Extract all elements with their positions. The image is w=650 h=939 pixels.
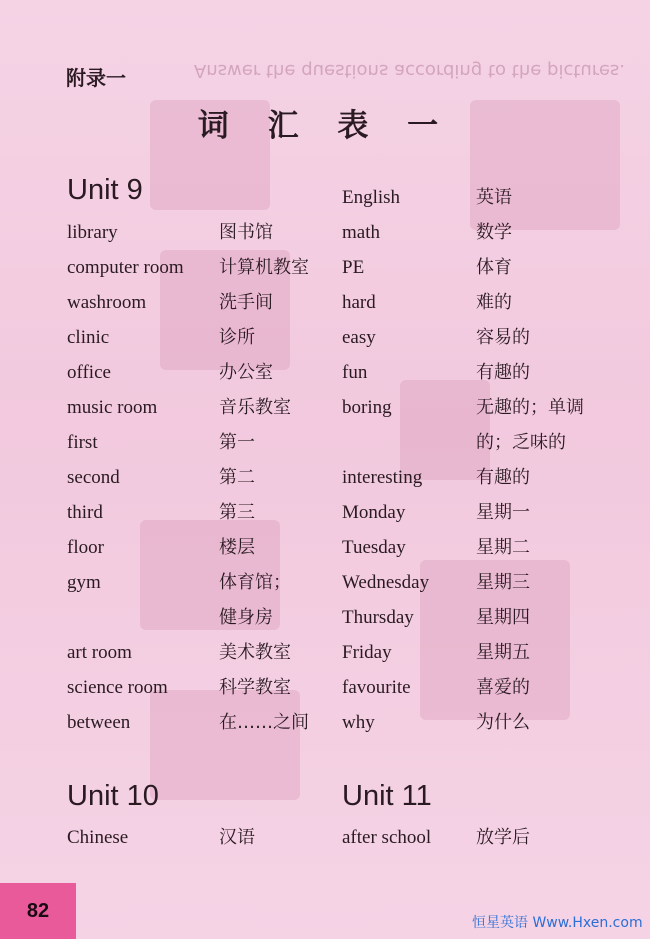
vocab-meaning: 星期三 — [476, 572, 530, 593]
vocab-word: office — [67, 362, 111, 383]
vocab-meaning: 难的 — [476, 292, 512, 313]
background-illustration — [400, 380, 490, 480]
vocab-meaning: 体育馆； — [219, 572, 291, 593]
vocab-meaning-continued: 的；乏味的 — [476, 432, 566, 453]
appendix-label: 附录一 — [66, 66, 126, 90]
vocab-meaning: 办公室 — [219, 362, 273, 383]
vocab-word: fun — [342, 362, 368, 383]
vocab-meaning: 诊所 — [219, 327, 255, 348]
vocab-meaning: 喜爱的 — [476, 677, 530, 698]
vocab-meaning: 音乐教室 — [219, 397, 291, 418]
vocab-word: washroom — [67, 292, 147, 313]
vocab-meaning: 第二 — [219, 467, 255, 488]
vocab-word: Chinese — [67, 827, 129, 848]
vocab-meaning: 星期四 — [476, 607, 530, 628]
vocab-word: English — [342, 187, 401, 208]
vocab-meaning: 放学后 — [476, 827, 530, 848]
vocab-word: math — [342, 222, 380, 243]
vocab-word: art room — [67, 642, 132, 663]
vocab-meaning: 数学 — [476, 222, 512, 243]
vocab-word: gym — [67, 572, 101, 593]
vocab-word: clinic — [67, 327, 110, 348]
vocab-meaning: 计算机教室 — [219, 257, 309, 278]
vocab-meaning: 有趣的 — [476, 362, 530, 383]
background-mirrored-text: Answer the questions according to the pictures. — [193, 60, 625, 81]
vocab-word: Friday — [342, 642, 392, 663]
page-number: 82 — [26, 899, 50, 922]
vocab-meaning: 汉语 — [219, 827, 255, 848]
vocab-word: first — [67, 432, 98, 453]
vocab-word: Tuesday — [342, 537, 406, 558]
page-title: 词 汇 表 一 — [197, 108, 453, 144]
vocab-meaning: 在……之间 — [219, 712, 309, 733]
vocab-meaning: 有趣的 — [476, 467, 530, 488]
unit-heading: Unit 11 — [342, 780, 432, 812]
vocab-word: second — [67, 467, 120, 488]
vocab-meaning: 洗手间 — [219, 292, 273, 313]
vocab-word: floor — [67, 537, 104, 558]
vocab-meaning: 楼层 — [219, 537, 255, 558]
vocab-meaning: 科学教室 — [219, 677, 291, 698]
vocab-word: computer room — [67, 257, 184, 278]
vocab-word: why — [342, 712, 375, 733]
vocab-word: boring — [342, 397, 392, 418]
vocab-word: library — [67, 222, 118, 243]
vocab-word: hard — [342, 292, 376, 313]
vocab-meaning: 第三 — [219, 502, 255, 523]
vocab-meaning: 英语 — [476, 187, 512, 208]
vocab-word: favourite — [342, 677, 411, 698]
vocab-meaning: 第一 — [219, 432, 255, 453]
vocab-meaning: 星期一 — [476, 502, 530, 523]
unit-heading: Unit 10 — [67, 780, 159, 812]
vocab-meaning: 星期二 — [476, 537, 530, 558]
vocab-word: between — [67, 712, 131, 733]
vocab-meaning: 容易的 — [476, 327, 530, 348]
vocab-meaning: 为什么 — [476, 712, 530, 733]
background-illustration — [150, 690, 300, 800]
vocab-word: music room — [67, 397, 158, 418]
vocab-meaning-continued: 健身房 — [219, 607, 273, 628]
vocab-word: PE — [342, 257, 365, 278]
vocab-word: Wednesday — [342, 572, 430, 593]
vocab-meaning: 图书馆 — [219, 222, 273, 243]
site-watermark: 恒星英语 Www.Hxen.com — [472, 915, 643, 931]
vocab-word: easy — [342, 327, 376, 348]
vocab-word: third — [67, 502, 103, 523]
vocab-meaning: 体育 — [476, 257, 512, 278]
vocab-word: Thursday — [342, 607, 414, 628]
vocab-word: Monday — [342, 502, 406, 523]
vocab-word: science room — [67, 677, 168, 698]
page-number-tab — [0, 883, 76, 939]
unit-heading: Unit 9 — [67, 174, 143, 206]
vocab-word: interesting — [342, 467, 423, 488]
vocab-meaning: 无趣的；单调 — [476, 397, 584, 418]
vocab-meaning: 美术教室 — [219, 642, 291, 663]
vocab-meaning: 星期五 — [476, 642, 530, 663]
vocab-word: after school — [342, 827, 432, 848]
